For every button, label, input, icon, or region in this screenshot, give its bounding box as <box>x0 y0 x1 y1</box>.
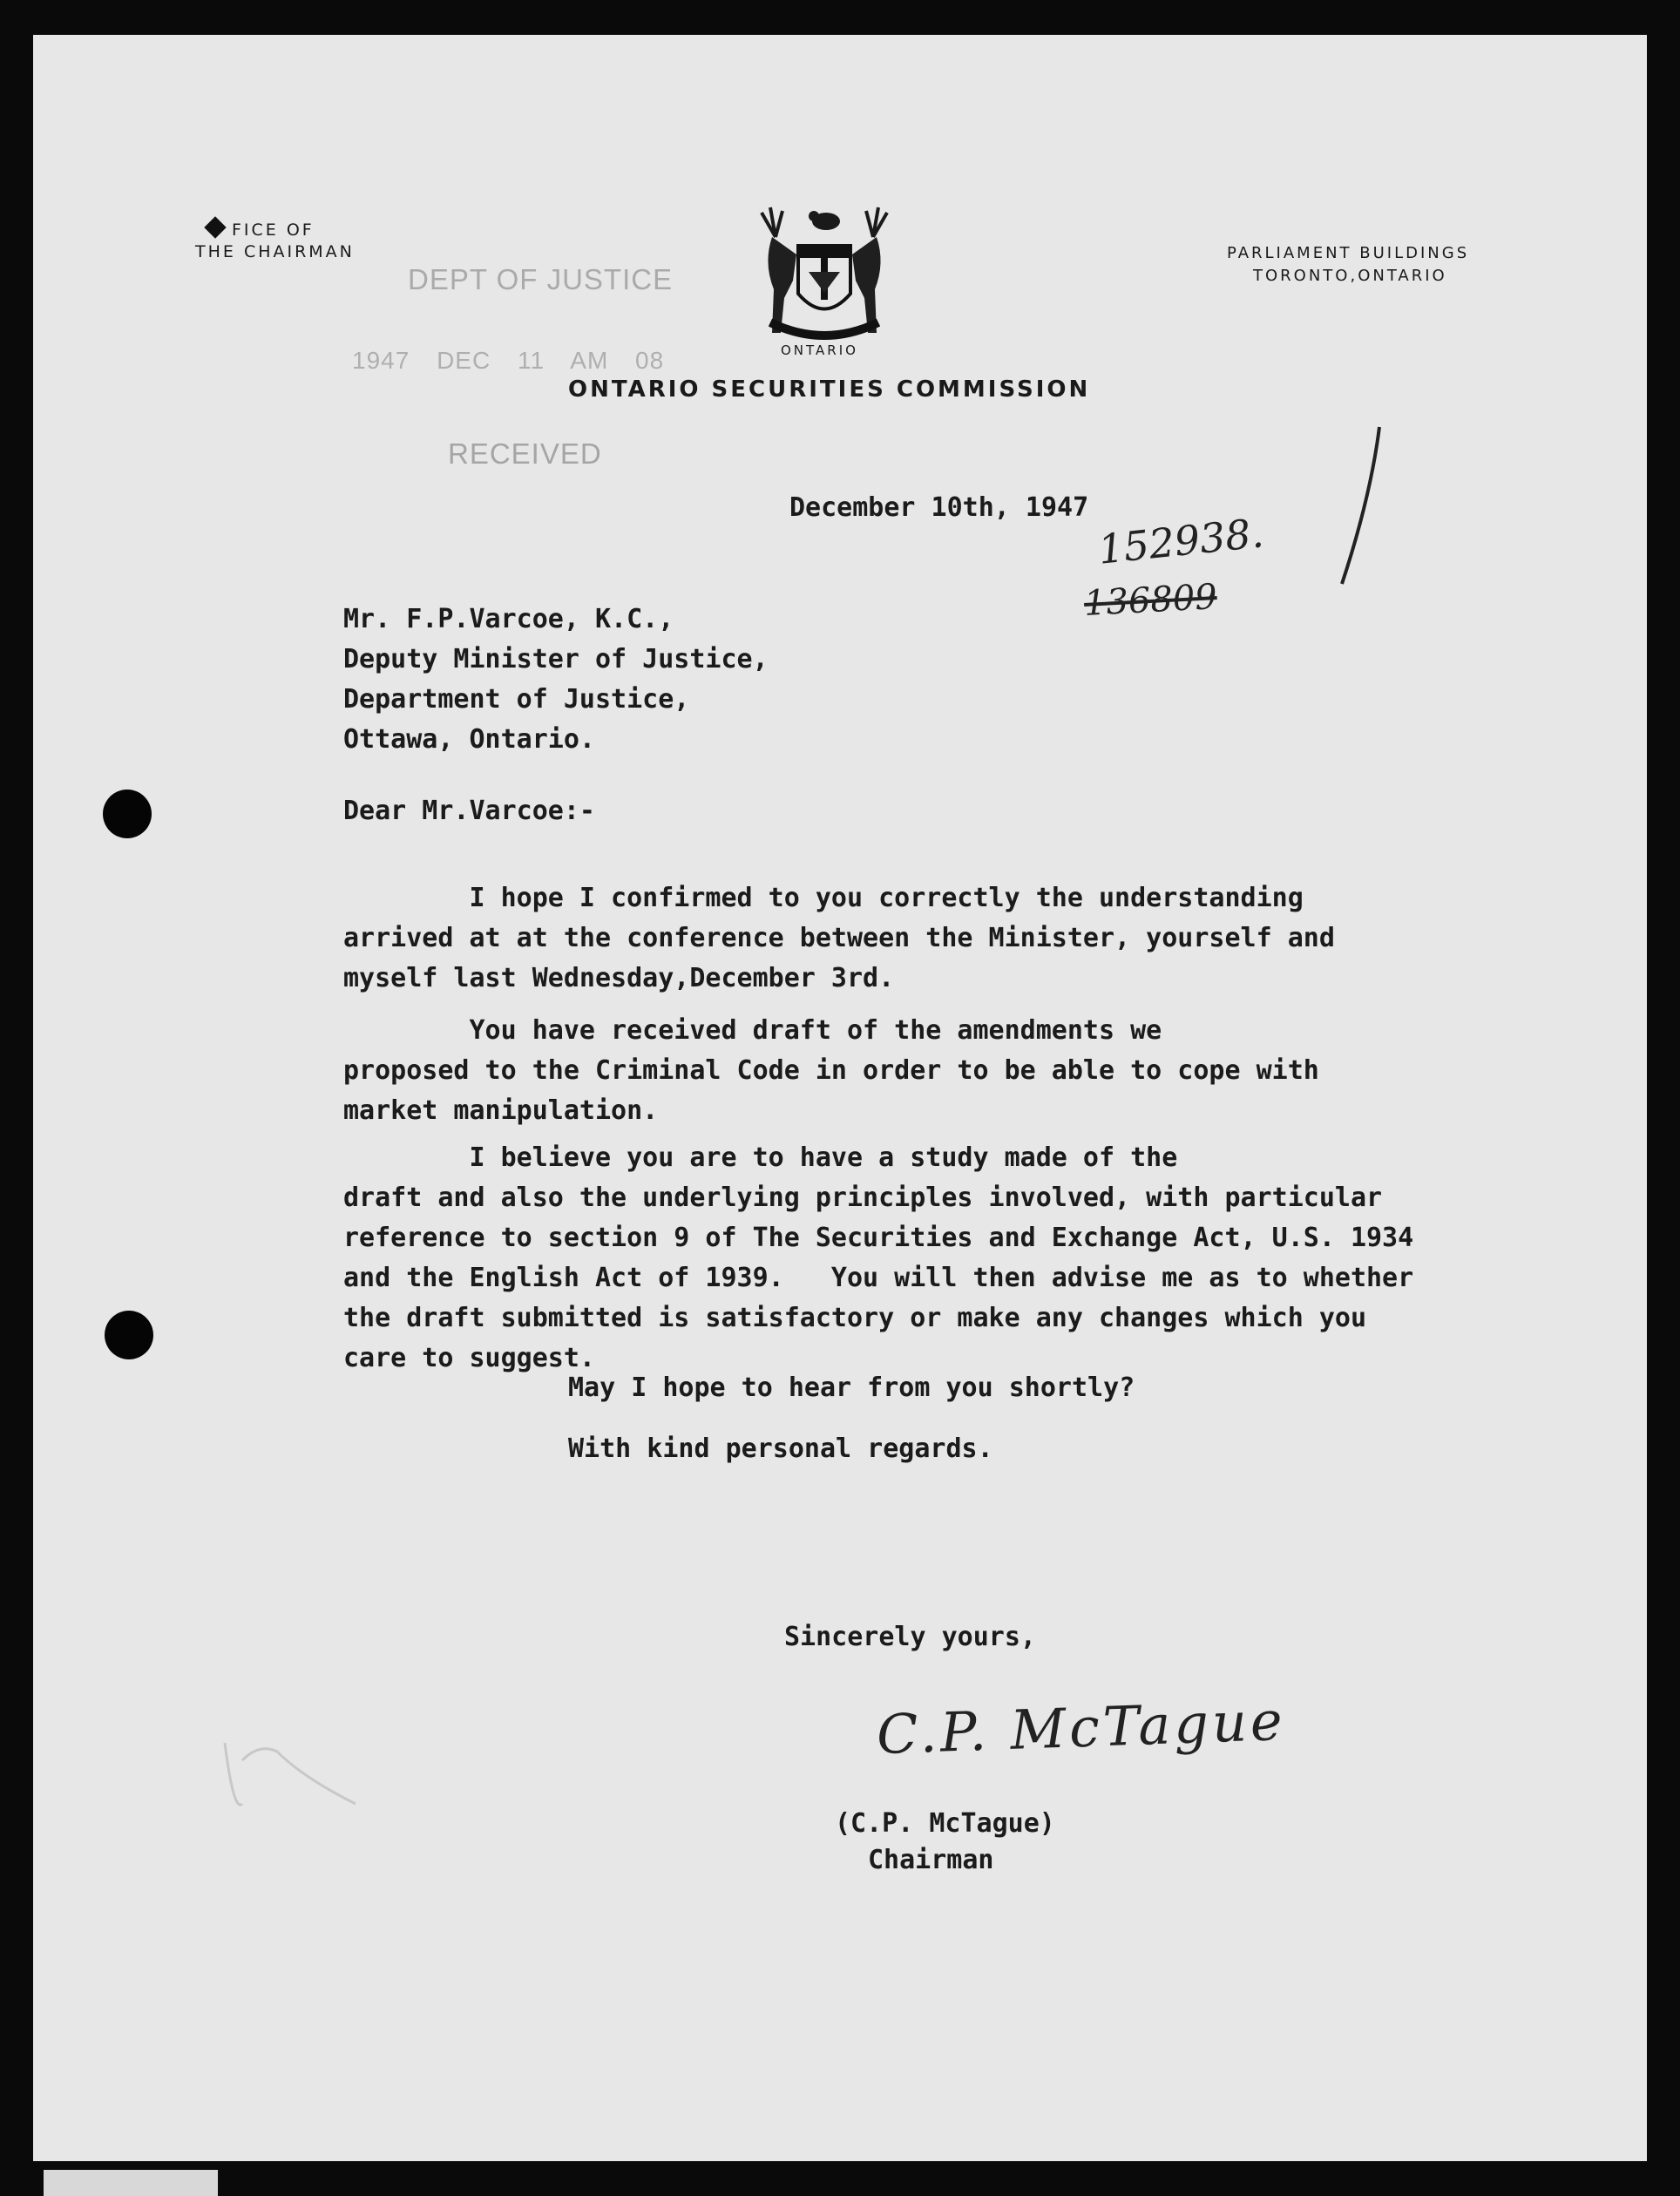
recipient-line: Mr. F.P.Varcoe, K.C., <box>343 604 674 634</box>
ontario-crest-icon <box>755 202 894 350</box>
office-chairman-line: THE CHAIRMAN <box>195 242 355 261</box>
body-line: I hope I confirmed to you correctly the understanding <box>343 883 1304 913</box>
address-line-2: TORONTO,ONTARIO <box>1253 267 1447 285</box>
body-line: the draft submitted is satisfactory or make any changes which you <box>343 1303 1366 1333</box>
recipient-line: Department of Justice, <box>343 684 690 715</box>
letter-date: December 10th, 1947 <box>789 492 1089 523</box>
body-line: draft and also the underlying principles involved, with particular <box>343 1183 1383 1213</box>
stamp-received: RECEIVED <box>448 437 602 470</box>
salutation: Dear Mr.Varcoe:- <box>343 796 595 826</box>
body-line: myself last Wednesday,December 3rd. <box>343 963 895 993</box>
file-number: 152938. <box>1095 509 1266 573</box>
body-line: reference to section 9 of The Securities and Exchange Act, U.S. 1934 <box>343 1223 1414 1253</box>
corner-mark-icon <box>204 216 226 238</box>
body-line: I believe you are to have a study made of the <box>343 1142 1178 1173</box>
letter-page <box>33 35 1647 2161</box>
punch-hole <box>103 790 152 838</box>
crest-label: ONTARIO <box>781 342 858 358</box>
signature: C.P. McTague <box>875 1688 1287 1767</box>
paragraph-2 <box>343 1011 1319 1131</box>
closing-line: With kind personal regards. <box>568 1434 993 1464</box>
body-line: care to suggest. <box>343 1343 595 1373</box>
body-line: arrived at at the conference between the Minister, yourself and <box>343 923 1335 953</box>
body-line: market manipulation. <box>343 1095 659 1126</box>
address-line-1: PARLIAMENT BUILDINGS <box>1227 244 1470 262</box>
file-number-struck: 136809 <box>1082 577 1218 624</box>
office-of-line: FICE OF <box>207 220 315 240</box>
recipient-block <box>343 600 769 760</box>
stamp-department: DEPT OF JUSTICE <box>408 263 674 295</box>
signer-name: (C.P. McTague) <box>835 1808 1055 1839</box>
recipient-line: Deputy Minister of Justice, <box>343 644 769 674</box>
paragraph-3 <box>343 1138 1413 1379</box>
valediction: Sincerely yours, <box>784 1622 1036 1652</box>
organization-name: ONTARIO SECURITIES COMMISSION <box>568 376 1091 403</box>
handwritten-stroke-icon <box>1331 418 1392 593</box>
stamp-date: 1947 DEC 11 AM 08 <box>352 347 665 374</box>
paragraph-1 <box>343 878 1335 999</box>
recipient-line: Ottawa, Ontario. <box>343 724 595 755</box>
signer-title: Chairman <box>868 1845 994 1875</box>
body-line: You have received draft of the amendments we <box>343 1015 1162 1046</box>
closing-line: May I hope to hear from you shortly? <box>568 1372 1135 1403</box>
film-edge <box>44 2170 218 2196</box>
punch-hole <box>105 1311 153 1359</box>
body-line: and the English Act of 1939. You will then advise me as to whether <box>343 1263 1414 1293</box>
faint-mark-icon <box>207 1708 382 1830</box>
body-line: proposed to the Criminal Code in order to be able to cope with <box>343 1055 1319 1086</box>
